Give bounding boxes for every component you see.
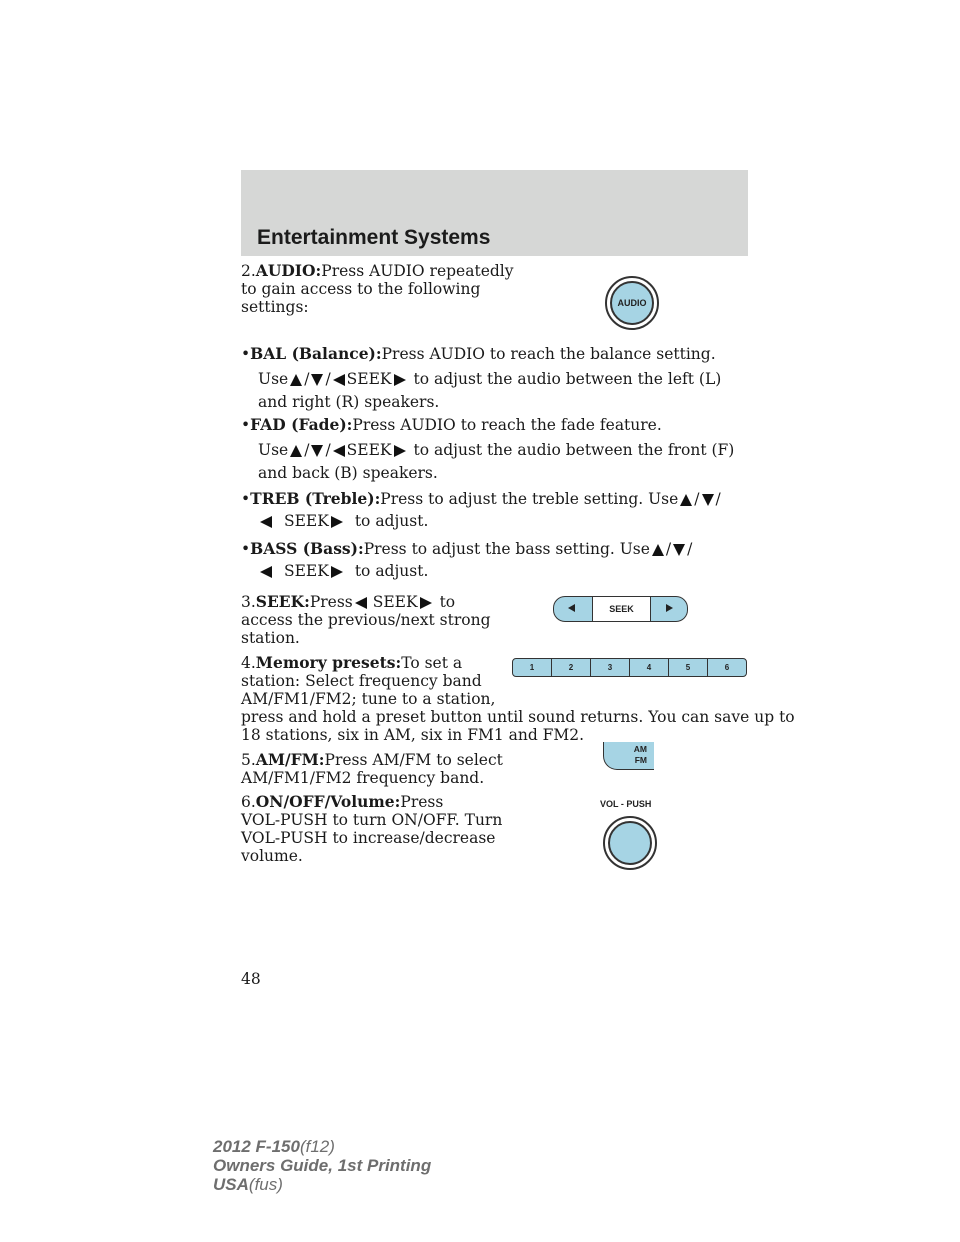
item-label: SEEK: — [255, 592, 310, 611]
vol-line-4: volume. — [241, 847, 303, 865]
seek-button-label: SEEK — [592, 597, 651, 621]
item-text: to adjust. — [354, 512, 429, 530]
item-text: to adjust. — [354, 562, 429, 580]
footer-line-2: Owners Guide, 1st Printing — [213, 1156, 432, 1175]
footer-model: 2012 F-150 — [213, 1137, 300, 1156]
item-text: Press to adjust the treble setting. Use — [380, 490, 679, 508]
vol-line-3: VOL-PUSH to increase/decrease — [241, 829, 496, 847]
amfm-line-1 — [241, 751, 503, 770]
left-triangle-icon — [333, 445, 345, 457]
seek-text: SEEK — [346, 441, 392, 459]
slash: / — [694, 490, 700, 508]
seek-text: SEEK — [346, 370, 392, 388]
footer — [213, 1137, 431, 1194]
treb-line-1 — [241, 490, 721, 509]
left-triangle-icon — [260, 516, 272, 528]
preset-button-4: 4 — [630, 659, 669, 676]
seek-button-illustration — [553, 596, 688, 622]
audio-line-2: to gain access to the following — [241, 280, 481, 298]
item-label: Memory presets: — [255, 653, 402, 672]
bass-line-2 — [258, 562, 428, 581]
left-triangle-icon — [333, 374, 345, 386]
item-label: TREB (Treble): — [250, 489, 381, 508]
fad-line-3: and back (B) speakers. — [258, 464, 438, 482]
item-label: ON/OFF/Volume: — [255, 792, 401, 811]
down-triangle-icon — [311, 374, 323, 386]
right-triangle-icon — [420, 597, 432, 609]
bullet: • — [241, 345, 251, 363]
section-title: Entertainment Systems — [257, 226, 491, 249]
footer-line-1 — [213, 1137, 431, 1156]
item-label: FAD (Fade): — [250, 415, 353, 434]
item-text: Press AUDIO to reach the balance setting. — [381, 345, 716, 363]
page-number: 48 — [241, 970, 261, 988]
item-text: Press AUDIO repeatedly — [321, 262, 514, 280]
treb-line-2 — [258, 512, 428, 531]
fm-label: FM — [634, 755, 647, 765]
bullet: • — [241, 540, 251, 558]
vol-push-label: VOL - PUSH — [600, 799, 652, 809]
down-triangle-icon — [673, 544, 685, 556]
seek-line-2: access the previous/next strong — [241, 611, 491, 629]
item-label: BAL (Balance): — [250, 344, 382, 363]
item-number: 2. — [241, 262, 256, 280]
footer-region: USA — [213, 1175, 249, 1194]
item-label: AUDIO: — [255, 261, 322, 280]
audio-line-3: settings: — [241, 298, 309, 316]
fad-line-2 — [258, 441, 734, 460]
vol-line-1 — [241, 793, 443, 812]
presets-line-1 — [241, 654, 462, 673]
seek-line-3: station. — [241, 629, 300, 647]
right-triangle-icon — [331, 516, 343, 528]
audio-button-illustration — [605, 276, 659, 330]
left-triangle-icon — [355, 597, 367, 609]
bal-line-2 — [258, 370, 721, 389]
up-triangle-icon — [290, 374, 302, 386]
preset-button-3: 3 — [591, 659, 630, 676]
item-text: Press — [400, 793, 444, 811]
seek-text: SEEK — [284, 562, 329, 580]
audio-button-label: AUDIO — [610, 281, 654, 325]
seek-text: SEEK — [372, 593, 418, 611]
presets-line-5: 18 stations, six in AM, six in FM1 and FM2. — [241, 726, 585, 744]
item-label: BASS (Bass): — [250, 539, 364, 558]
item-text: To set a — [401, 654, 463, 672]
seek-text: SEEK — [284, 512, 329, 530]
am-label: AM — [633, 744, 647, 754]
preset-button-1: 1 — [513, 659, 552, 676]
slash: / — [665, 540, 672, 558]
volume-knob-illustration — [603, 816, 657, 870]
item-text: Press AM/FM to select — [324, 751, 503, 769]
seek-line-1 — [241, 593, 455, 612]
fad-line-1 — [241, 416, 662, 435]
slash: / — [715, 490, 721, 508]
item-text: to adjust the audio between the front (F) — [413, 441, 735, 459]
volume-knob-inner — [608, 821, 652, 865]
bullet: • — [241, 490, 251, 508]
slash: / — [304, 370, 310, 388]
right-triangle-icon — [394, 374, 406, 386]
audio-line-1 — [241, 262, 514, 281]
section-header — [241, 170, 748, 256]
right-triangle-icon — [394, 445, 406, 457]
item-text: Press — [309, 593, 353, 611]
item-number: 5. — [241, 751, 256, 769]
item-number: 3. — [241, 593, 256, 611]
item-text: Press AUDIO to reach the fade feature. — [352, 416, 662, 434]
item-text: Press to adjust the bass setting. Use — [363, 540, 650, 558]
footer-region-code: (fus) — [248, 1175, 283, 1194]
item-label: AM/FM: — [255, 750, 325, 769]
presets-line-2: station: Select frequency band — [241, 672, 482, 690]
right-triangle-icon — [331, 566, 343, 578]
bullet: • — [241, 416, 251, 434]
bal-line-1 — [241, 345, 716, 364]
preset-buttons-illustration — [512, 658, 747, 677]
presets-line-4: press and hold a preset button until sound returns. You can save up to — [241, 708, 795, 726]
amfm-line-2: AM/FM1/FM2 frequency band. — [241, 769, 485, 787]
vol-line-2: VOL-PUSH to turn ON/OFF. Turn — [241, 811, 503, 829]
item-number: 6. — [241, 793, 256, 811]
preset-button-5: 5 — [669, 659, 708, 676]
preset-button-6: 6 — [724, 663, 730, 672]
slash: / — [325, 370, 331, 388]
up-triangle-icon — [680, 494, 692, 506]
up-triangle-icon — [290, 445, 302, 457]
up-triangle-icon — [652, 544, 664, 556]
slash: / — [687, 540, 693, 558]
down-triangle-icon — [702, 494, 714, 506]
seek-right-icon — [666, 604, 673, 612]
presets-line-3: AM/FM1/FM2; tune to a station, — [241, 690, 496, 708]
slash: / — [304, 441, 310, 459]
item-number: 4. — [241, 654, 256, 672]
preset-button-2: 2 — [552, 659, 591, 676]
amfm-button-illustration — [603, 742, 654, 770]
seek-left-icon — [568, 604, 575, 612]
bal-line-3: and right (R) speakers. — [258, 393, 440, 411]
footer-model-code: (f12) — [299, 1137, 335, 1156]
use-text: Use — [258, 370, 289, 388]
item-text: to — [439, 593, 456, 611]
item-text: to adjust the audio between the left (L) — [413, 370, 722, 388]
footer-line-3 — [213, 1175, 431, 1194]
left-triangle-icon — [260, 566, 272, 578]
use-text: Use — [258, 441, 289, 459]
slash: / — [325, 441, 331, 459]
bass-line-1 — [241, 540, 692, 559]
down-triangle-icon — [311, 445, 323, 457]
